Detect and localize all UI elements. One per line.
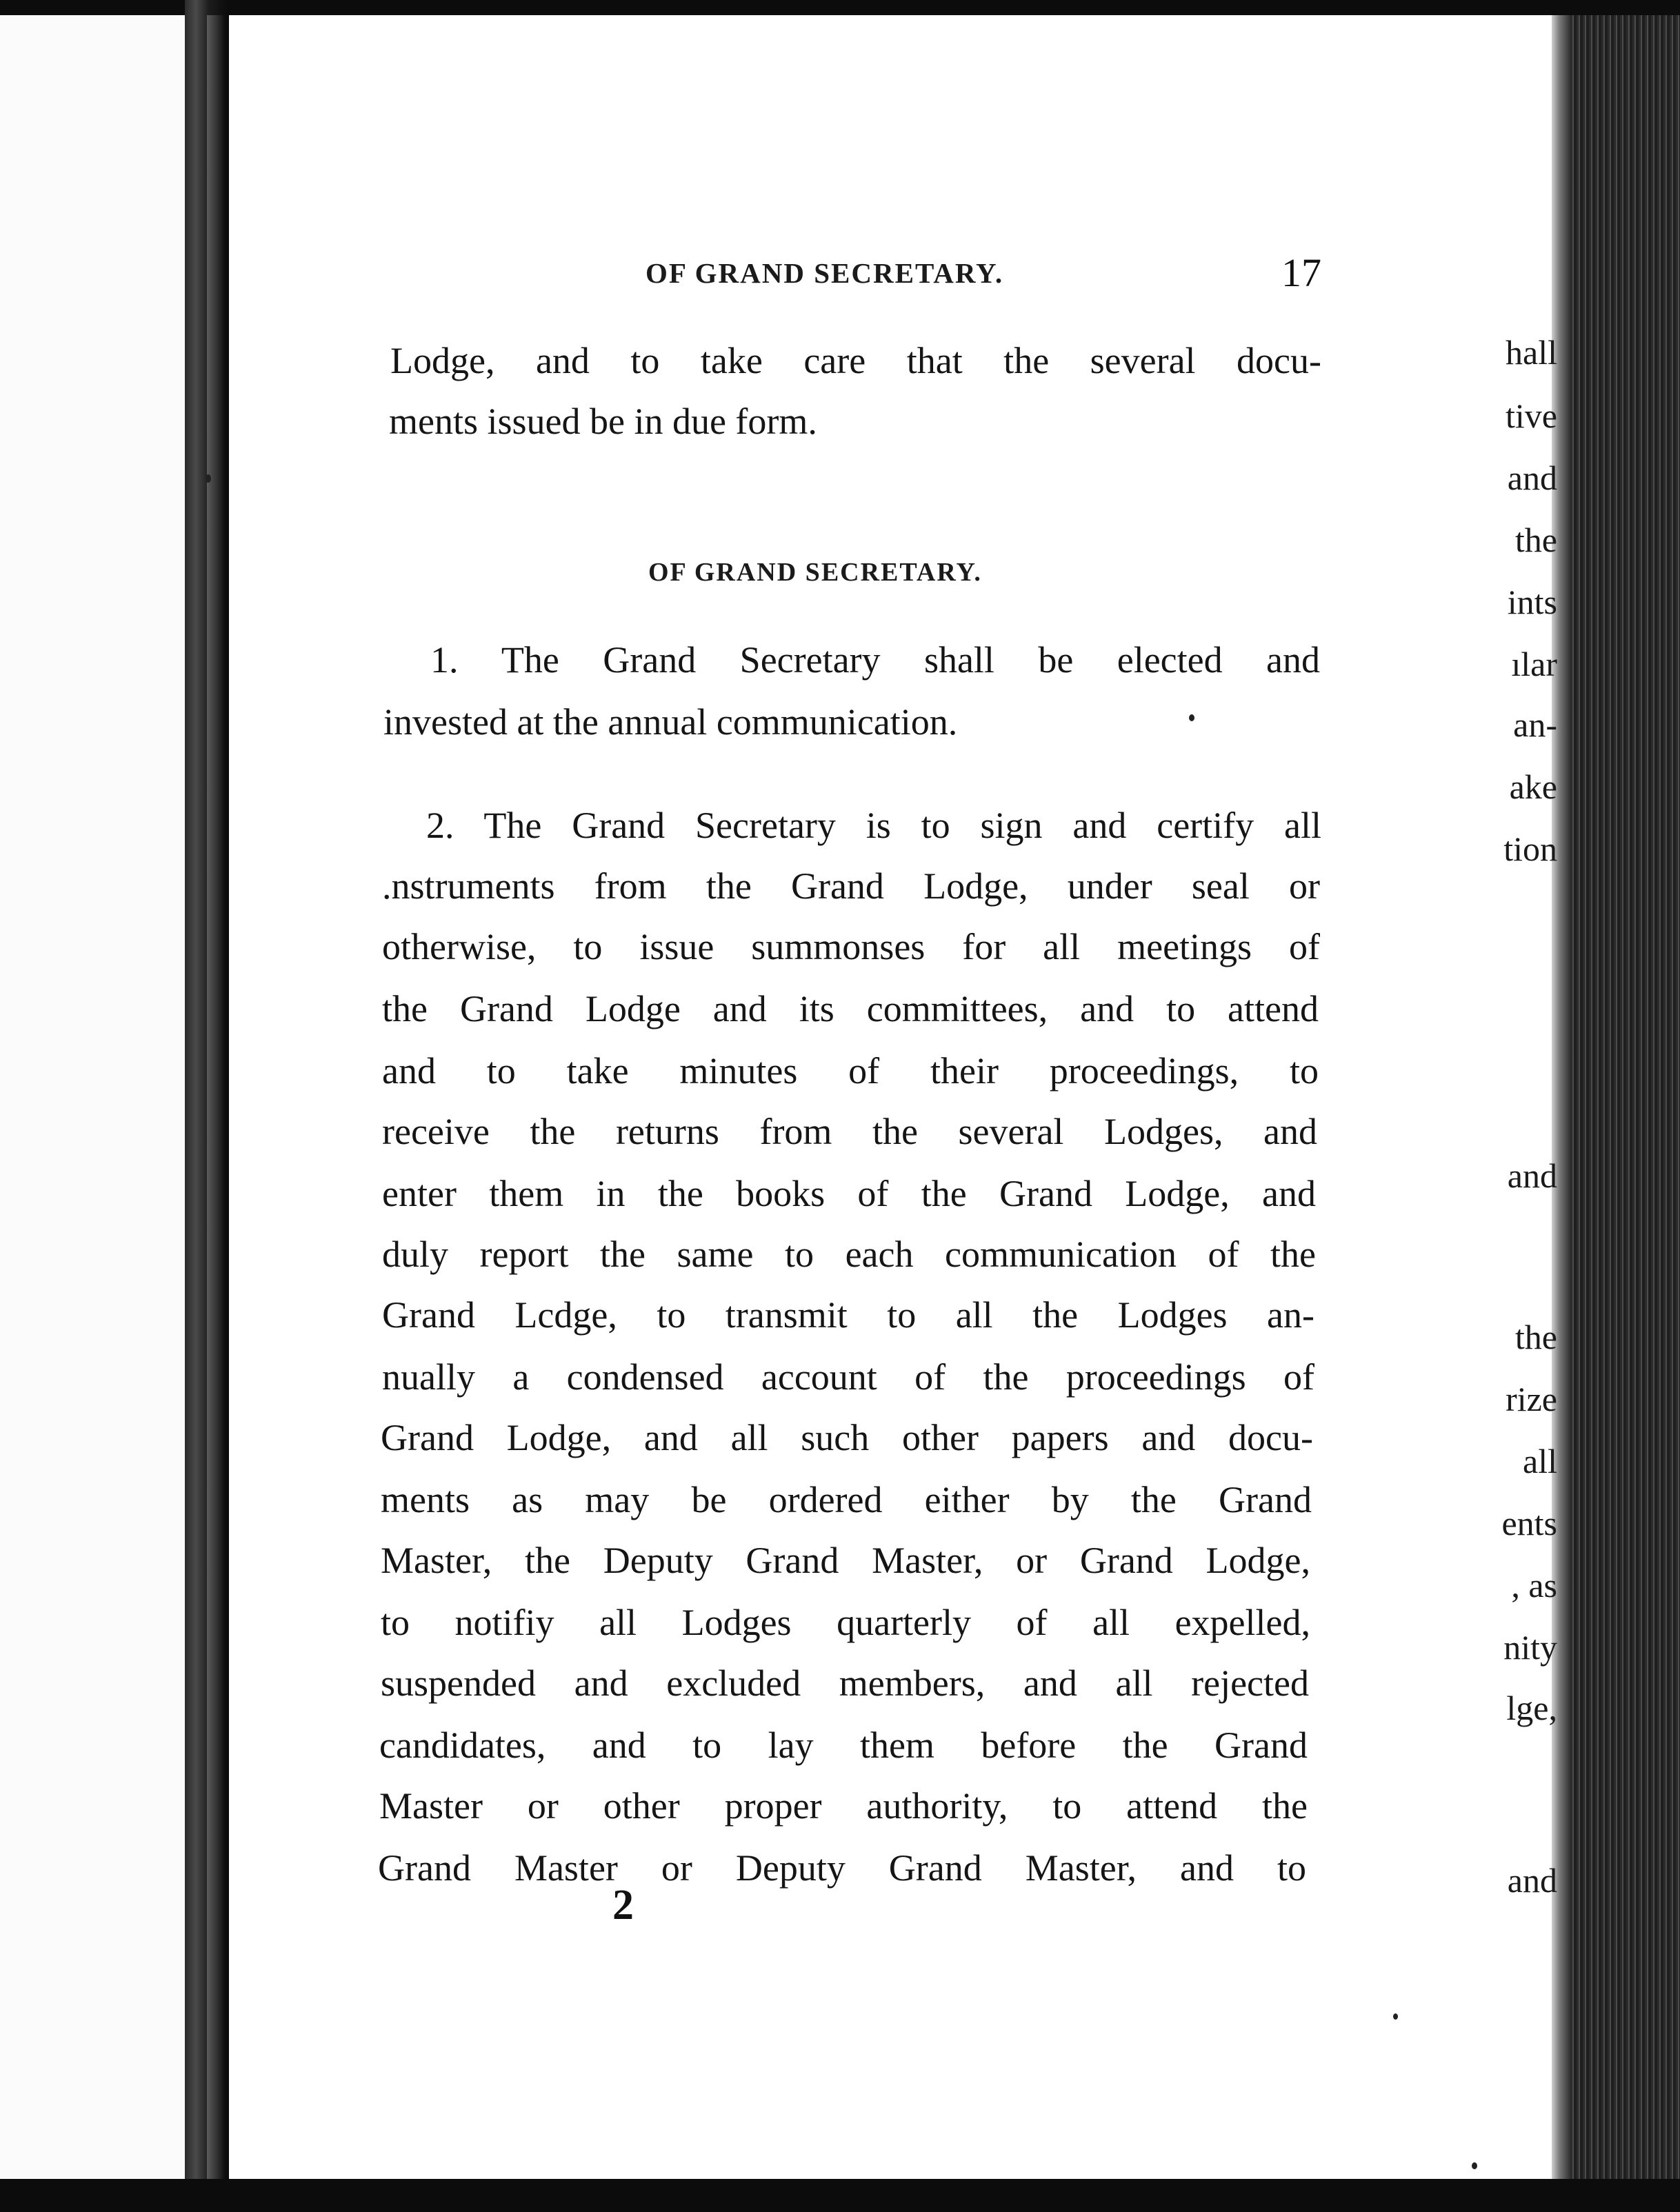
body-line: enter them in the books of the Grand Lodge, and xyxy=(382,1173,1316,1214)
body-line: and to take minutes of their proceedings, to xyxy=(382,1050,1319,1092)
body-line: ments issued be in due form. xyxy=(389,401,817,442)
body-line: Lodge, and to take care that the several docu- xyxy=(390,340,1321,381)
facing-page-left xyxy=(0,15,185,2179)
scan-speck xyxy=(206,474,211,483)
left-fragment: all xyxy=(1523,1442,1557,1480)
left-fragment: hall xyxy=(1506,333,1557,372)
scan-speck xyxy=(1472,2162,1477,2169)
left-fragment: ents xyxy=(1501,1504,1557,1542)
body-line: Master or other proper authority, to attend the xyxy=(379,1785,1308,1827)
body-line: invested at the annual communication. xyxy=(383,701,958,743)
left-fragment: and xyxy=(1507,1156,1557,1195)
body-line: Master, the Deputy Grand Master, or Grand Lodge, xyxy=(381,1540,1310,1581)
body-line: duly report the same to each communication of the xyxy=(382,1234,1316,1275)
body-line: Grand Master or Deputy Grand Master, and to xyxy=(378,1847,1306,1889)
left-fragment: nity xyxy=(1503,1628,1557,1667)
left-fragment: tion xyxy=(1503,830,1557,868)
body-line: suspended and excluded members, and all rejected xyxy=(381,1662,1309,1704)
body-line: Grand Lcdge, to transmit to all the Lodges an- xyxy=(382,1294,1314,1336)
scan-speck xyxy=(1189,714,1194,721)
body-line: nually a condensed account of the proceedings of xyxy=(382,1356,1314,1398)
body-line: 2. The Grand Secretary is to sign and certify all xyxy=(426,805,1321,846)
scan-border-top xyxy=(0,0,1680,15)
left-fragment: ints xyxy=(1507,583,1557,621)
body-line: to notifiy all Lodges quarterly of all expelled, xyxy=(381,1602,1310,1643)
left-fragment: the xyxy=(1514,1318,1557,1356)
signature-mark: 2 xyxy=(612,1882,634,1929)
gutter-highlight xyxy=(207,15,225,2179)
left-fragment: and xyxy=(1507,1861,1557,1900)
body-line: .nstruments from the Grand Lodge, under seal or xyxy=(382,865,1320,907)
body-line: candidates, and to lay them before the Grand xyxy=(379,1725,1308,1766)
running-head: OF GRAND SECRETARY. xyxy=(646,257,1004,289)
left-fragment: ake xyxy=(1509,767,1557,806)
scan-border-bottom xyxy=(0,2179,1680,2212)
left-fragment: the xyxy=(1514,521,1557,559)
body-line: 1. The Grand Secretary shall be elected and xyxy=(430,639,1320,681)
scan-speck xyxy=(1393,2013,1398,2020)
left-fragment: ılar xyxy=(1511,645,1557,683)
body-line: the Grand Lodge and its committees, and to attend xyxy=(382,988,1319,1029)
left-fragment: , as xyxy=(1511,1566,1557,1605)
section-heading: OF GRAND SECRETARY. xyxy=(648,558,982,587)
left-fragment: an- xyxy=(1513,705,1557,744)
body-line: ments as may be ordered either by the Grand xyxy=(381,1479,1312,1520)
body-line: receive the returns from the several Lodges, and xyxy=(382,1111,1317,1152)
left-fragment: rize xyxy=(1506,1380,1557,1418)
left-fragment: and xyxy=(1507,459,1557,497)
left-fragment: tive xyxy=(1506,396,1557,435)
page-number: 17 xyxy=(1281,250,1321,295)
body-line: otherwise, to issue summonses for all meetings of xyxy=(382,926,1320,967)
body-line: Grand Lodge, and all such other papers and docu- xyxy=(381,1417,1313,1458)
left-fragment: lge, xyxy=(1506,1689,1557,1727)
